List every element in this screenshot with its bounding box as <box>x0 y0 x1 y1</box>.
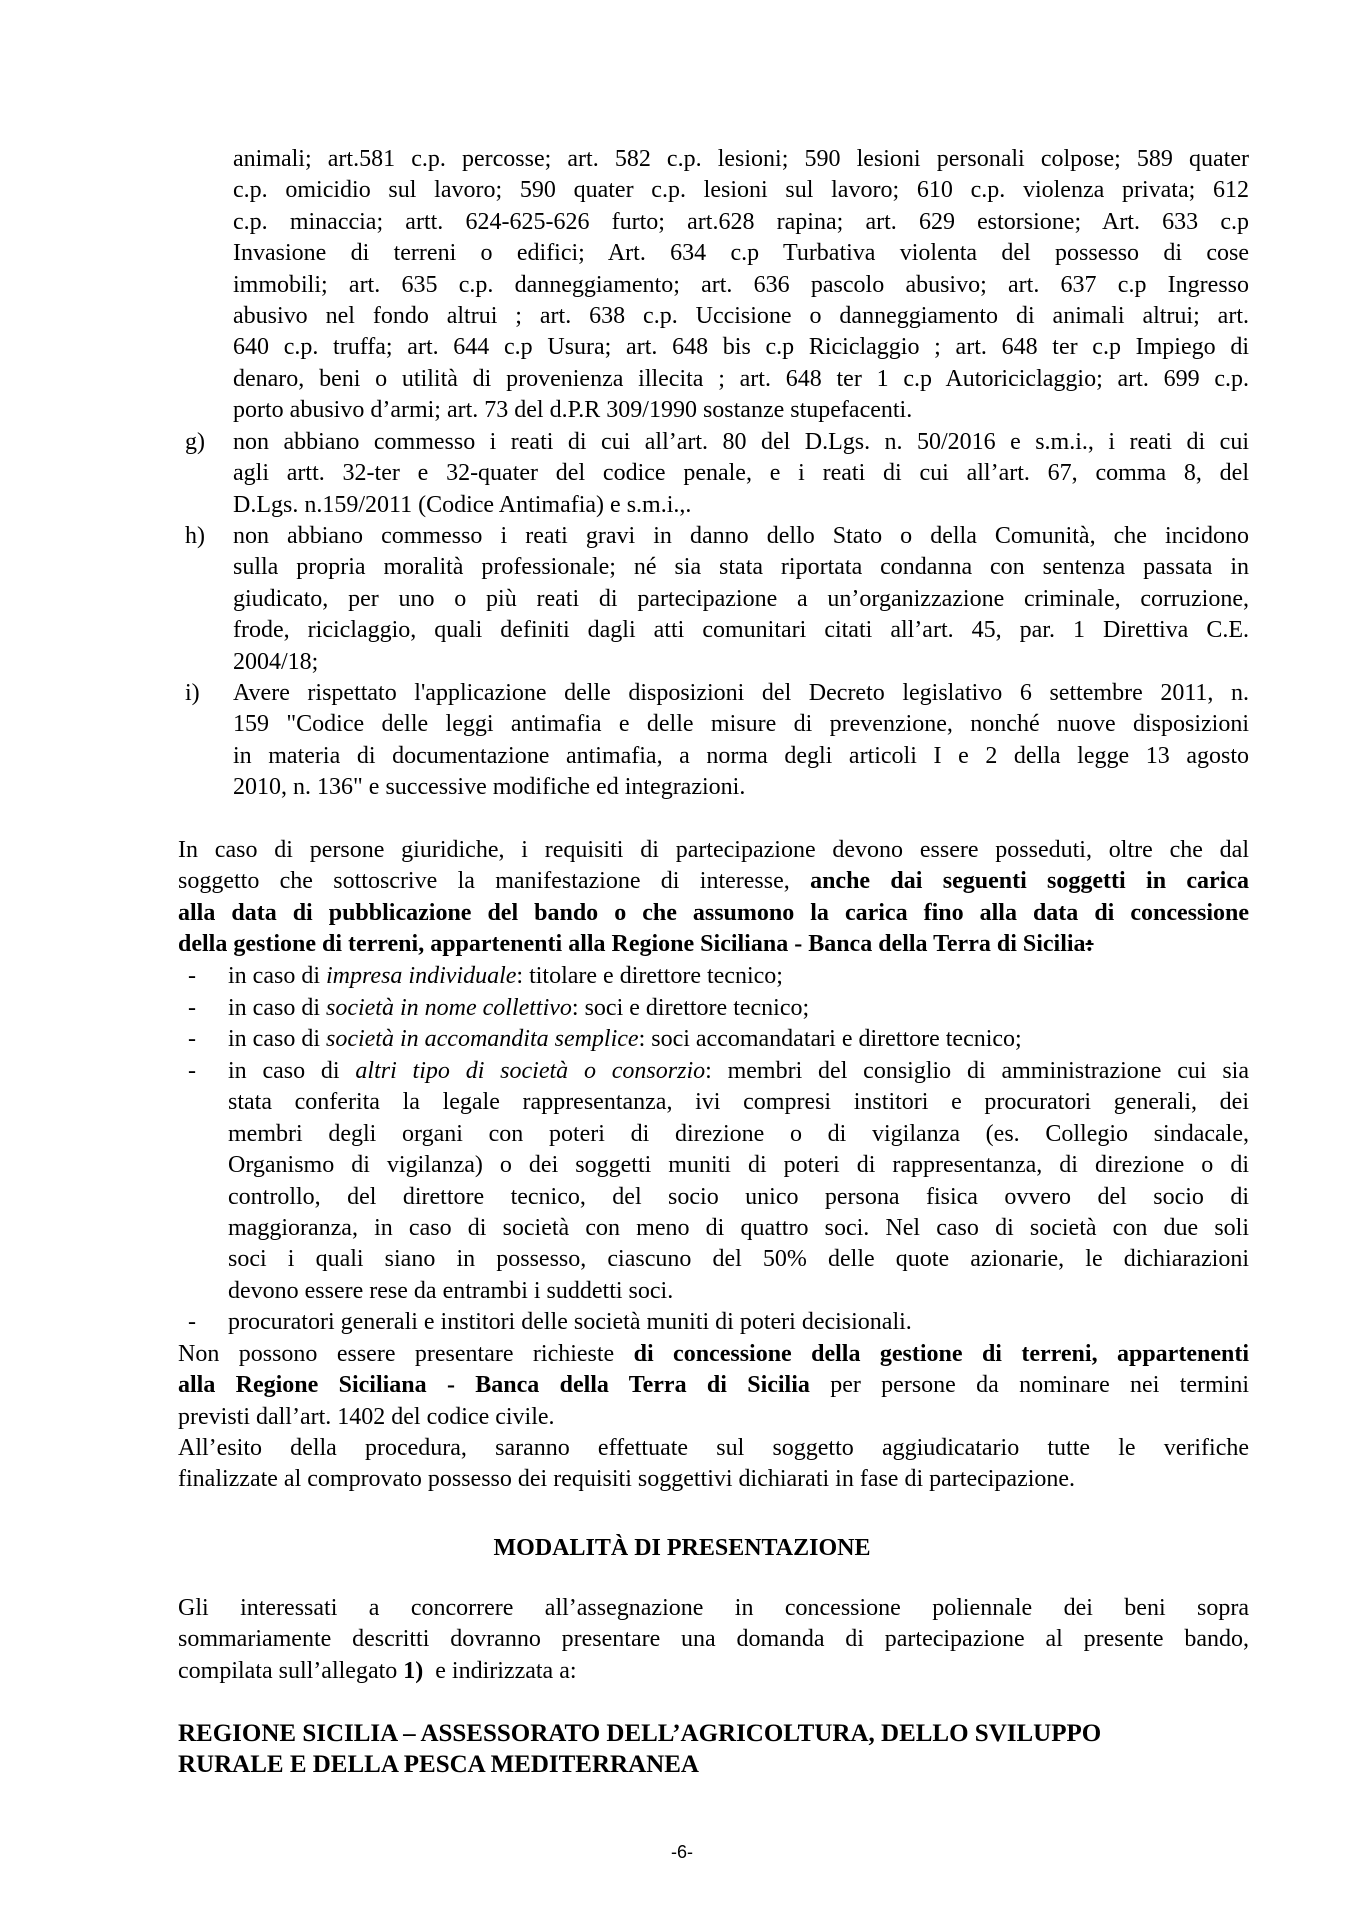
page-number: -6- <box>671 1842 693 1862</box>
bold-span: alla data di pubblicazione del bando o che assumono la carica fino alla data di concessione <box>178 899 1249 926</box>
offence-list-continuation <box>233 144 1249 427</box>
section-heading: MODALITÀ DI PRESENTAZIONE <box>493 1535 871 1561</box>
text-line <box>228 993 1249 1024</box>
legal-persons-paragraph <box>178 835 1249 961</box>
text-span: per persone da nominare nei termini <box>809 1372 1250 1399</box>
text-line: maggioranza, in caso di società con meno di quattro soci. Nel caso di società con due soli <box>228 1214 1249 1241</box>
bold-span: di concessione della gestione di terreni, appartenenti <box>633 1341 1249 1367</box>
text-line: procuratori generali e institori delle società muniti di poteri decisionali. <box>228 1309 912 1335</box>
text-line: giudicato, per uno o più reati di partecipazione a un’organizzazione criminale, corruzione, <box>233 585 1249 612</box>
text-line: 640 c.p. truffa; art. 644 c.p Usura; art. 648 bis c.p Riciclaggio ; art. 648 ter c.p Impiego di <box>233 334 1249 361</box>
text-span: compilata sull’allegato <box>178 1657 404 1684</box>
text-span: : soci accomandatari e direttore tecnico; <box>638 1026 1022 1052</box>
text-line: stata conferita la legale rappresentanza, ivi compresi institori e procuratori generali, dei <box>228 1089 1249 1116</box>
text-line: in materia di documentazione antimafia, a norma degli articoli I e 2 della legge 13 agosto <box>233 742 1249 769</box>
text-line: frode, riciclaggio, quali definiti dagli atti comunitari citati all’art. 45, par. 1 Direttiva C.E. <box>233 617 1249 644</box>
text-span: : titolare e direttore tecnico; <box>516 963 783 989</box>
text-line: Avere rispettato l'applicazione delle disposizioni del Decreto legislativo 6 settembre 2011, n. <box>233 680 1249 706</box>
italic-span: società in accomandita semplice <box>325 1026 639 1052</box>
text-span: e indirizzata a: <box>423 1657 577 1684</box>
verification-paragraph <box>178 1433 1249 1496</box>
text-span: in caso di <box>228 963 326 989</box>
text-span: Non possono essere presentare richieste <box>178 1341 634 1367</box>
text-span: : membri del consiglio di amministrazione cui sia <box>705 1058 1250 1084</box>
text-span: in caso di <box>228 995 326 1021</box>
text-line <box>178 866 1249 897</box>
text-line: c.p. omicidio sul lavoro; 590 quater c.p. lesioni sul lavoro; 610 c.p. violenza privata; 612 <box>233 177 1249 204</box>
text-line: 2010, n. 136" e successive modifiche ed integrazioni. <box>233 774 746 801</box>
bold-span: anche dai seguenti soggetti in carica <box>810 868 1249 895</box>
list-marker: g) <box>185 429 205 455</box>
bold-span: della gestione di terreni, appartenenti alla Regione Siciliana - Banca della Terra di Sicilia <box>178 931 1086 958</box>
struck-colon: : <box>1085 931 1094 958</box>
text-line: All’esito della procedura, saranno effettuate sul soggetto aggiudicatario tutte le verifiche <box>178 1435 1249 1461</box>
text-line: soci i quali siano in possesso, ciascuno del 50% delle quote azionarie, le dichiarazioni <box>228 1246 1249 1273</box>
dash-marker: - <box>188 995 196 1021</box>
address-line: REGIONE SICILIA – ASSESSORATO DELL’AGRICOLTURA, DELLO SVILUPPO <box>178 1720 1102 1747</box>
text-line: non abbiano commesso i reati di cui all’art. 80 del D.Lgs. n. 50/2016 e s.m.i., i reati di cui <box>233 429 1249 455</box>
text-line: Organismo di vigilanza) o dei soggetti muniti di poteri di rappresentanza, di direzione o di <box>228 1152 1249 1179</box>
text-line <box>228 1024 1249 1055</box>
text-line: Invasione di terreni o edifici; Art. 634 c.p Turbativa violenta del possesso di cose <box>233 240 1249 267</box>
text-line: 2004/18; <box>233 648 319 675</box>
text-line <box>178 1656 1249 1687</box>
text-span: soggetto che sottoscrive la manifestazione di interesse, <box>178 868 811 895</box>
text-line <box>178 929 1249 960</box>
bold-span: 1) <box>403 1657 424 1684</box>
text-line: devono essere rese da entrambi i suddetti soci. <box>228 1277 674 1304</box>
text-line: previsti dall’art. 1402 del codice civile. <box>178 1403 555 1430</box>
submission-paragraph <box>178 1593 1249 1687</box>
text-line: finalizzate al comprovato possesso dei requisiti soggettivi dichiarati in fase di partecipazione. <box>178 1466 1076 1493</box>
text-line: porto abusivo d’armi; art. 73 del d.P.R 309/1990 sostanze stupefacenti. <box>233 397 913 424</box>
text-line: abusivo nel fondo altrui ; art. 638 c.p. Uccisione o danneggiamento di animali altrui; art. <box>233 302 1249 329</box>
text-line: controllo, del direttore tecnico, del socio unico persona fisica ovvero del socio di <box>228 1183 1249 1210</box>
dash-marker: - <box>188 1026 196 1052</box>
text-line: agli artt. 32-ter e 32-quater del codice penale, e i reati di cui all’art. 67, comma 8, del <box>233 460 1249 487</box>
text-line <box>228 961 1249 992</box>
italic-span: altri tipo di società o consorzio <box>355 1058 706 1084</box>
text-line: sommariamente descritti dovranno presentare una domanda di partecipazione al presente bando, <box>178 1626 1249 1653</box>
text-line: In caso di persone giuridiche, i requisiti di partecipazione devono essere posseduti, oltre che dal <box>178 837 1249 863</box>
text-line: c.p. minaccia; artt. 624-625-626 furto; art.628 rapina; art. 629 estorsione; Art. 633 c.p <box>233 208 1249 235</box>
text-span: : soci e direttore tecnico; <box>571 995 810 1021</box>
text-line: non abbiano commesso i reati gravi in danno dello Stato o della Comunità, che incidono <box>233 523 1249 549</box>
bold-span: alla Regione Siciliana - Banca della Terra di Sicilia <box>178 1372 810 1399</box>
text-line: membri degli organi con poteri di direzione o di vigilanza (es. Collegio sindacale, <box>228 1120 1249 1147</box>
list-marker: h) <box>185 523 205 549</box>
text-line: denaro, beni o utilità di provenienza illecita ; art. 648 ter 1 c.p Autoriciclaggio; art. 699 c.p. <box>233 365 1249 392</box>
text-line <box>178 1370 1249 1401</box>
nominee-restriction-paragraph <box>178 1339 1249 1433</box>
text-line <box>228 1056 1249 1087</box>
dash-marker: - <box>188 963 196 989</box>
dash-marker: - <box>188 1058 196 1084</box>
dash-marker: - <box>188 1309 196 1335</box>
text-line: 159 "Codice delle leggi antimafia e delle misure di prevenzione, nonché nuove disposizioni <box>233 711 1249 738</box>
text-line: D.Lgs. n.159/2011 (Codice Antimafia) e s.m.i.,. <box>233 491 692 518</box>
text-span: in caso di <box>228 1058 356 1084</box>
italic-span: impresa individuale <box>325 963 517 989</box>
text-line <box>178 1339 1249 1370</box>
text-line: Gli interessati a concorrere all’assegnazione in concessione poliennale dei beni sopra <box>178 1595 1249 1621</box>
italic-span: società in nome collettivo <box>325 995 572 1021</box>
address-line: RURALE E DELLA PESCA MEDITERRANEA <box>178 1751 699 1779</box>
text-line: immobili; art. 635 c.p. danneggiamento; art. 636 pascolo abusivo; art. 637 c.p Ingresso <box>233 271 1249 298</box>
recipient-address <box>178 1718 1249 1781</box>
list-marker: i) <box>185 680 200 706</box>
text-span: in caso di <box>228 1026 326 1052</box>
text-line: sulla propria moralità professionale; né sia stata riportata condanna con sentenza passata in <box>233 554 1249 581</box>
text-line <box>178 898 1249 929</box>
text-line: animali; art.581 c.p. percosse; art. 582 c.p. lesioni; 590 lesioni personali colpose; 589 quater <box>233 146 1249 172</box>
